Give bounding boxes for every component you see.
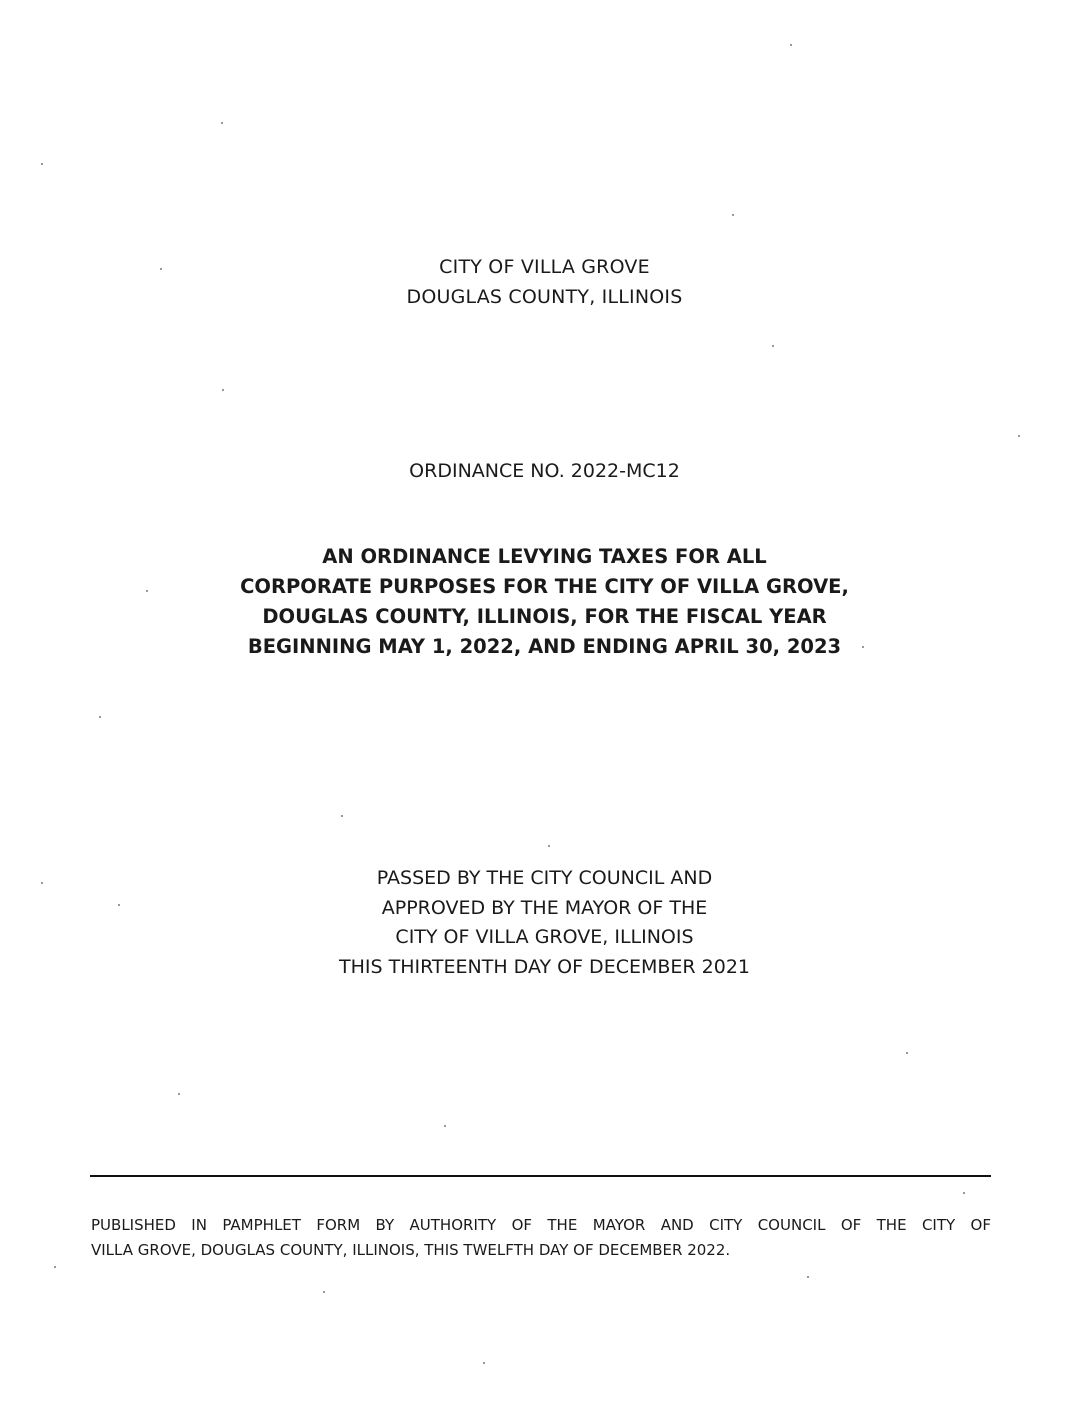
- county-state: DOUGLAS COUNTY, ILLINOIS: [406, 286, 683, 308]
- publication-notice: [91, 1213, 991, 1263]
- scan-speck: [807, 1276, 809, 1278]
- scan-speck: [41, 163, 43, 165]
- scan-speck: [548, 845, 550, 847]
- passage-line: PASSED BY THE CITY COUNCIL AND: [376, 867, 713, 889]
- scan-speck: [772, 345, 774, 347]
- municipality-heading: [0, 252, 1089, 312]
- scan-speck: [178, 1093, 180, 1095]
- scan-speck: [222, 389, 224, 391]
- scan-speck: [118, 904, 120, 906]
- scan-speck: [221, 122, 223, 124]
- scan-speck: [41, 882, 43, 884]
- scan-speck: [906, 1052, 908, 1054]
- ordinance-title-line: AN ORDINANCE LEVYING TAXES FOR ALL: [322, 545, 767, 568]
- scan-speck: [963, 1192, 965, 1194]
- city-name: CITY OF VILLA GROVE: [439, 256, 650, 278]
- publication-line: PUBLISHED IN PAMPHLET FORM BY AUTHORITY OF THE MAYOR AND CITY COUNCIL OF THE CITY OF: [91, 1216, 991, 1234]
- ordinance-title: [0, 542, 1089, 662]
- ordinance-title-line: DOUGLAS COUNTY, ILLINOIS, FOR THE FISCAL YEAR: [262, 605, 827, 628]
- passage-line: CITY OF VILLA GROVE, ILLINOIS: [395, 926, 694, 948]
- scan-speck: [160, 268, 162, 270]
- scan-speck: [790, 44, 792, 46]
- ordinance-title-line: BEGINNING MAY 1, 2022, AND ENDING APRIL 30, 2023: [247, 635, 842, 658]
- ordinance-title-line: CORPORATE PURPOSES FOR THE CITY OF VILLA GROVE,: [240, 575, 849, 598]
- scan-speck: [99, 716, 101, 718]
- scan-speck: [341, 815, 343, 817]
- ordinance-number: [0, 456, 1089, 486]
- passage-line: THIS THIRTEENTH DAY OF DECEMBER 2021: [339, 955, 750, 978]
- publication-line: VILLA GROVE, DOUGLAS COUNTY, ILLINOIS, THIS TWELFTH DAY OF DECEMBER 2022.: [91, 1241, 731, 1259]
- scan-speck: [323, 1291, 325, 1293]
- scan-speck: [54, 1266, 56, 1268]
- scan-speck: [732, 214, 734, 216]
- passage-statement: [0, 864, 1089, 982]
- scan-speck: [444, 1125, 446, 1127]
- scan-speck: [1018, 435, 1020, 437]
- passage-line: APPROVED BY THE MAYOR OF THE: [381, 896, 708, 919]
- scan-speck: [862, 646, 864, 648]
- horizontal-rule: [90, 1175, 991, 1177]
- scan-speck: [146, 590, 148, 592]
- scan-speck: [483, 1362, 485, 1364]
- ordinance-number-text: ORDINANCE NO. 2022-MC12: [409, 460, 680, 482]
